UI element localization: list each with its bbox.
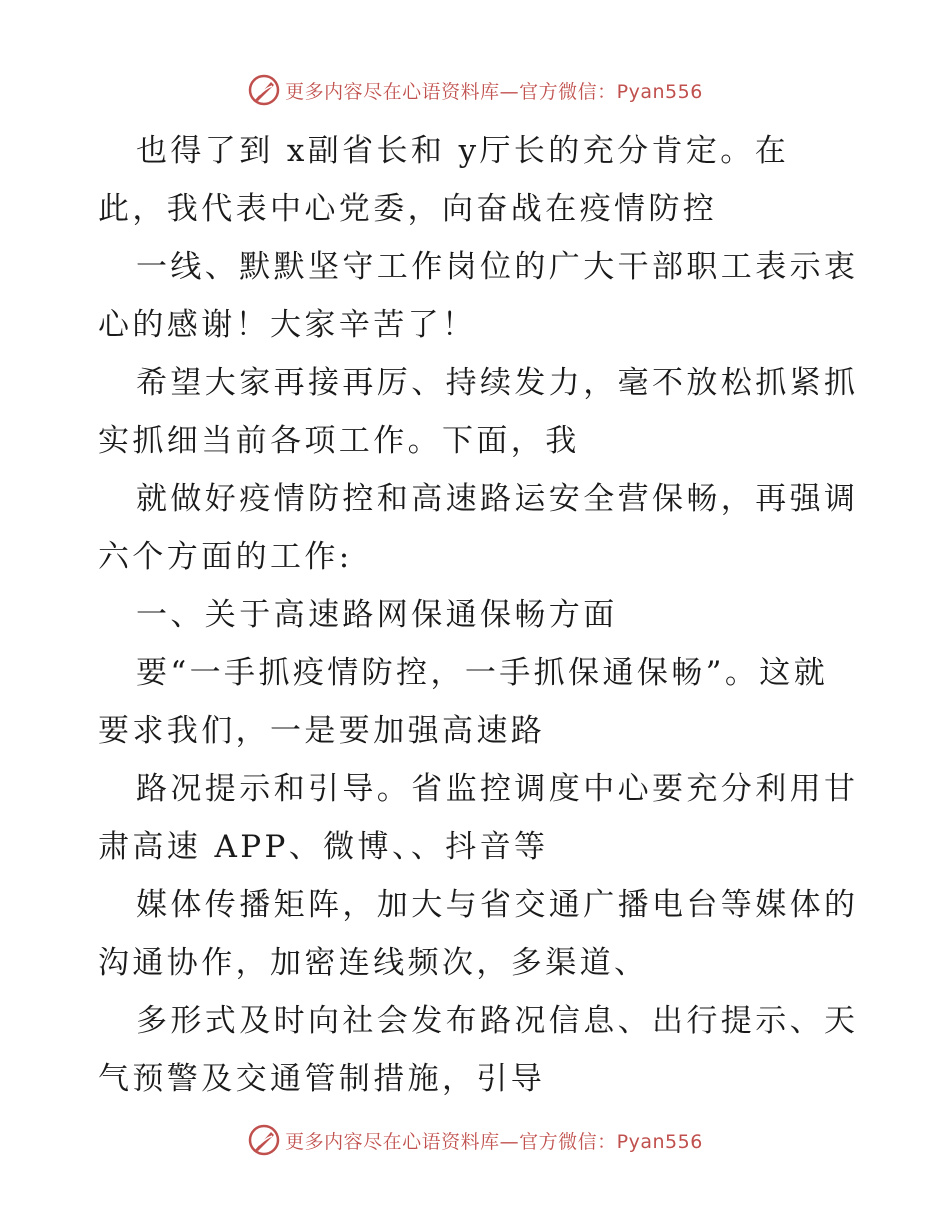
- watermark-lead: 更多内容尽在心语资料库: [285, 80, 500, 103]
- text-line: 要求我们，一是要加强高速路: [98, 713, 546, 749]
- text-line: 要“一手抓疫情防控，一手抓保通保畅”。这就: [136, 655, 829, 691]
- watermark-text: [285, 77, 703, 104]
- text-line: 希望大家再接再厉、持续发力，毫不放松抓紧抓: [136, 365, 859, 401]
- document-body: [98, 122, 858, 1108]
- watermark-lead: 更多内容尽在心语资料库: [285, 1130, 500, 1153]
- text-line: 多形式及时向社会发布路况信息、出行提示、天: [136, 1003, 859, 1039]
- watermark-contact: —官方微信：Pyan556: [499, 80, 703, 103]
- quill-logo-icon: [247, 73, 281, 107]
- footer-watermark-banner: [0, 1120, 950, 1160]
- text-line: 一线、默默坚守工作岗位的广大干部职工表示衷: [136, 249, 859, 285]
- text-line: 路况提示和引导。省监控调度中心要充分利用甘: [136, 771, 859, 807]
- watermark-text: [285, 1127, 703, 1154]
- text-line: 肃高速 APP、微博、、抖音等: [98, 829, 549, 865]
- text-line: 此，我代表中心党委，向奋战在疫情防控: [98, 191, 718, 227]
- header-watermark-banner: [0, 70, 950, 110]
- text-line: 实抓细当前各项工作。下面，我: [98, 423, 580, 459]
- text-line: 媒体传播矩阵，加大与省交通广播电台等媒体的: [136, 887, 859, 923]
- text-line: 沟通协作，加密连线频次，多渠道、: [98, 945, 649, 981]
- watermark-contact: —官方微信：Pyan556: [499, 1130, 703, 1153]
- text-line: 心的感谢！大家辛苦了！: [98, 307, 477, 343]
- text-line: 六个方面的工作:: [98, 539, 353, 575]
- text-line: 一、关于高速路网保通保畅方面: [136, 597, 618, 633]
- text-line: 就做好疫情防控和高速路运安全营保畅，再强调: [136, 481, 859, 517]
- text-line: 气预警及交通管制措施，引导: [98, 1061, 546, 1097]
- quill-logo-icon: [247, 1123, 281, 1157]
- text-line: 也得了到 x副省长和 y厅长的充分肯定。在: [136, 133, 790, 169]
